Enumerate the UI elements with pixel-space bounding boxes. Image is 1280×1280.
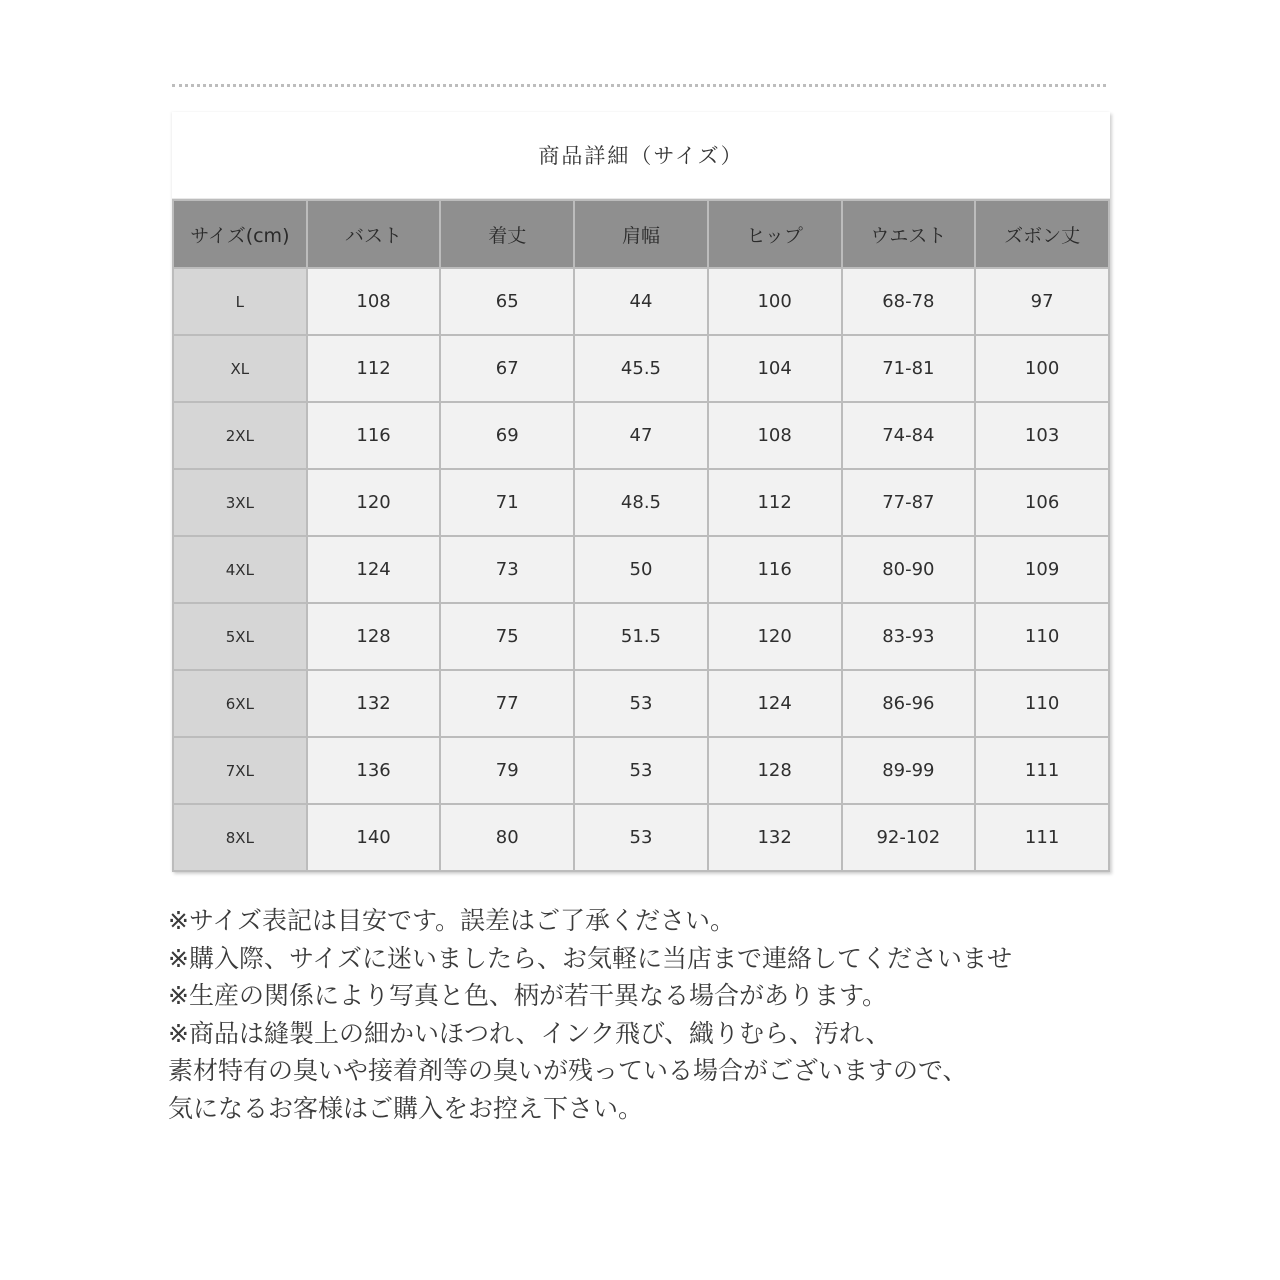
table-cell: 110: [975, 603, 1109, 670]
table-cell: 128: [708, 737, 842, 804]
header-hip: ヒップ: [708, 200, 842, 268]
header-size: サイズ(cm): [173, 200, 307, 268]
table-cell: 67: [440, 335, 574, 402]
table-cell: 75: [440, 603, 574, 670]
size-chart-title: 商品詳細（サイズ）: [172, 112, 1110, 199]
table-cell: 47: [574, 402, 708, 469]
table-cell: 120: [708, 603, 842, 670]
table-cell: 65: [440, 268, 574, 335]
table-cell: 80-90: [842, 536, 976, 603]
table-cell: 68-78: [842, 268, 976, 335]
table-cell: 79: [440, 737, 574, 804]
table-cell: 80: [440, 804, 574, 871]
header-pants-length: ズボン丈: [975, 200, 1109, 268]
table-cell: 51.5: [574, 603, 708, 670]
table-row: [173, 402, 1109, 469]
note-line: ※商品は縫製上の細かいほつれ、インク飛び、織りむら、汚れ、: [168, 1018, 891, 1048]
table-cell: 132: [307, 670, 441, 737]
table-cell: 71: [440, 469, 574, 536]
table-cell: 74-84: [842, 402, 976, 469]
table-cell: 106: [975, 469, 1109, 536]
table-cell: 108: [708, 402, 842, 469]
table-cell: 45.5: [574, 335, 708, 402]
table-cell: 140: [307, 804, 441, 871]
header-length: 着丈: [440, 200, 574, 268]
table-cell: 108: [307, 268, 441, 335]
table-cell: 53: [574, 670, 708, 737]
note-line: ※生産の関係により写真と色、柄が若干異なる場合があります。: [168, 981, 887, 1010]
note-line: 素材特有の臭いや接着剤等の臭いが残っている場合がございますので、: [168, 1056, 968, 1085]
table-row: [173, 469, 1109, 536]
size-label-cell: L: [173, 268, 307, 335]
table-cell: 136: [307, 737, 441, 804]
table-cell: 124: [307, 536, 441, 603]
table-row: [173, 536, 1109, 603]
table-cell: 116: [307, 402, 441, 469]
table-cell: 73: [440, 536, 574, 603]
table-cell: 132: [708, 804, 842, 871]
table-cell: 100: [708, 268, 842, 335]
table-cell: 120: [307, 469, 441, 536]
size-label-cell: 8XL: [173, 804, 307, 871]
table-cell: 112: [307, 335, 441, 402]
table-cell: 104: [708, 335, 842, 402]
table-cell: 110: [975, 670, 1109, 737]
table-cell: 48.5: [574, 469, 708, 536]
table-cell: 77-87: [842, 469, 976, 536]
table-cell: 71-81: [842, 335, 976, 402]
table-cell: 124: [708, 670, 842, 737]
table-cell: 89-99: [842, 737, 976, 804]
size-label-cell: 5XL: [173, 603, 307, 670]
table-cell: 83-93: [842, 603, 976, 670]
table-cell: 53: [574, 804, 708, 871]
table-cell: 50: [574, 536, 708, 603]
table-row: [173, 335, 1109, 402]
table-cell: 97: [975, 268, 1109, 335]
header-shoulder: 肩幅: [574, 200, 708, 268]
table-cell: 128: [307, 603, 441, 670]
notes: [168, 902, 1118, 1127]
size-label-cell: XL: [173, 335, 307, 402]
size-label-cell: 3XL: [173, 469, 307, 536]
note-line: 気になるお客様はご購入をお控え下さい。: [168, 1093, 644, 1123]
table-cell: 92-102: [842, 804, 976, 871]
table-cell: 69: [440, 402, 574, 469]
table-cell: 112: [708, 469, 842, 536]
size-chart: [172, 112, 1110, 872]
table-cell: 44: [574, 268, 708, 335]
table-row: [173, 804, 1109, 871]
table-cell: 111: [975, 804, 1109, 871]
size-label-cell: 7XL: [173, 737, 307, 804]
table-cell: 111: [975, 737, 1109, 804]
table-row: [173, 737, 1109, 804]
table-header-row: [173, 200, 1109, 268]
table-cell: 109: [975, 536, 1109, 603]
table-row: [173, 268, 1109, 335]
table-cell: 116: [708, 536, 842, 603]
table-cell: 103: [975, 402, 1109, 469]
note-line: ※サイズ表記は目安です。誤差はご了承ください。: [168, 906, 735, 935]
note-line: ※購入際、サイズに迷いましたら、お気軽に当店まで連絡してくださいませ: [168, 943, 1012, 973]
table-cell: 86-96: [842, 670, 976, 737]
size-label-cell: 6XL: [173, 670, 307, 737]
size-label-cell: 4XL: [173, 536, 307, 603]
table-cell: 100: [975, 335, 1109, 402]
table-cell: 77: [440, 670, 574, 737]
header-bust: バスト: [307, 200, 441, 268]
size-table: [172, 199, 1110, 872]
dotted-divider: [172, 84, 1106, 87]
table-row: [173, 603, 1109, 670]
header-waist: ウエスト: [842, 200, 976, 268]
size-label-cell: 2XL: [173, 402, 307, 469]
table-row: [173, 670, 1109, 737]
table-cell: 53: [574, 737, 708, 804]
